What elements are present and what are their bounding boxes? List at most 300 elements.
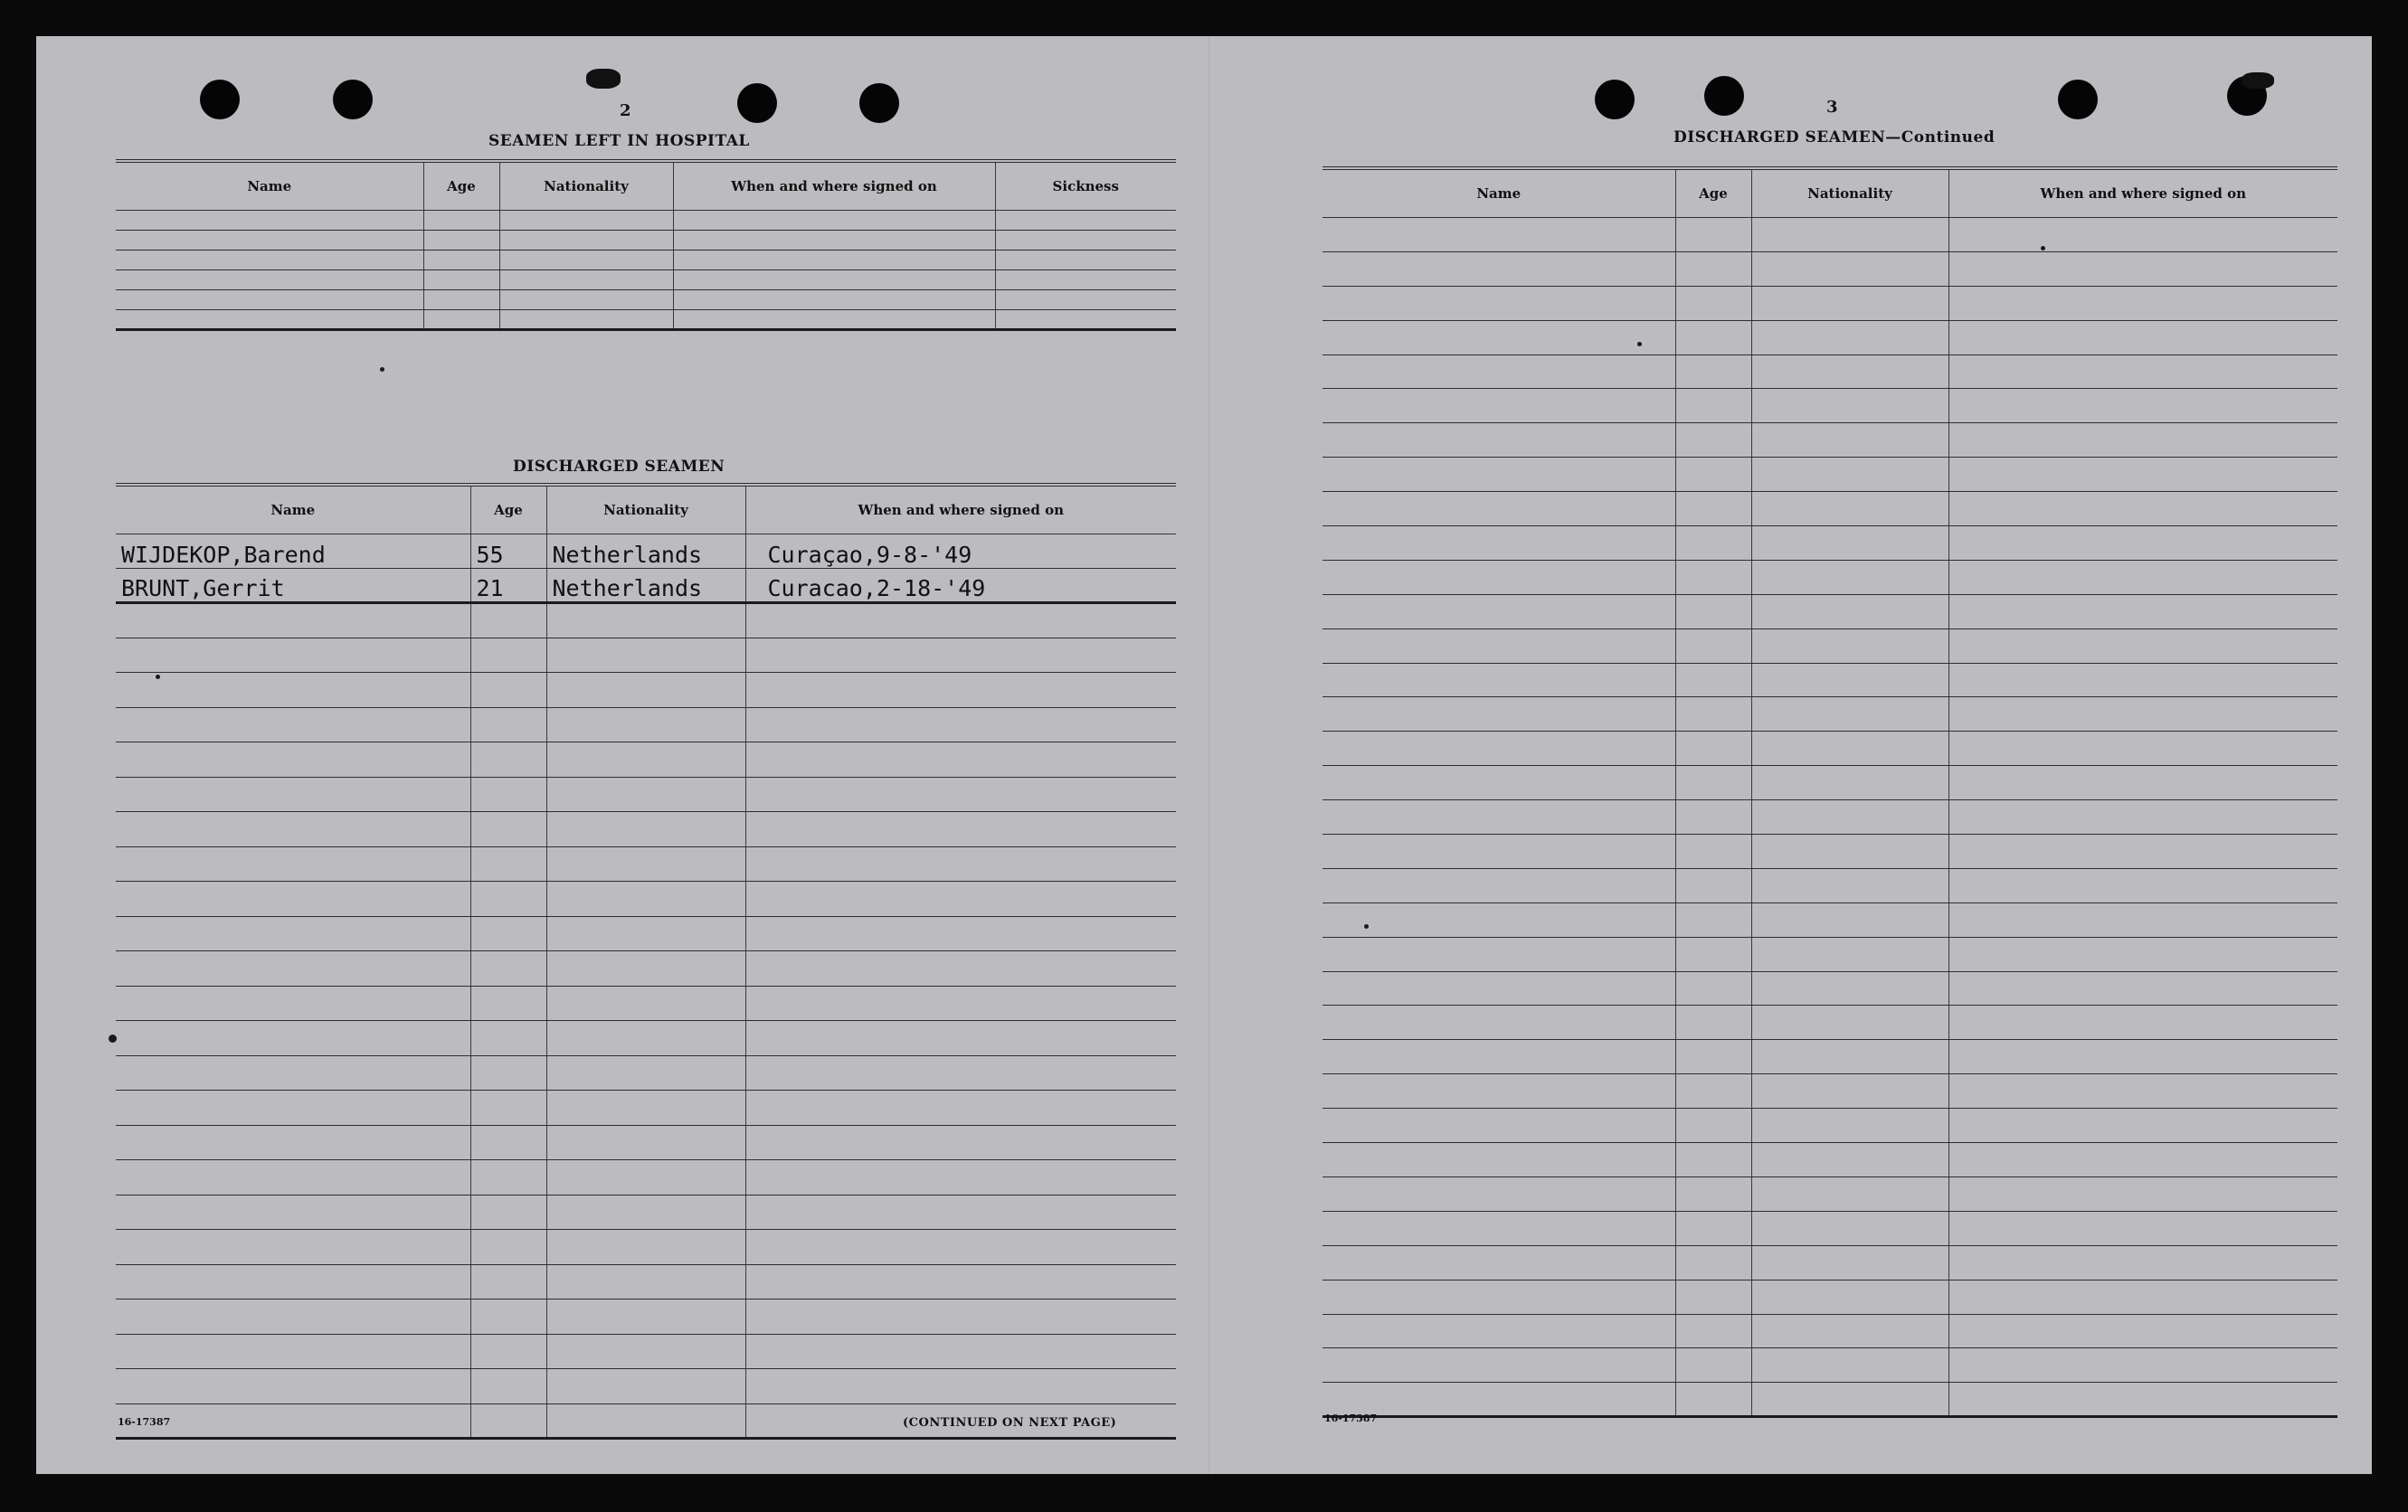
empty-cell <box>116 777 470 812</box>
empty-cell <box>1675 1348 1751 1383</box>
table-row <box>1323 937 2337 971</box>
empty-cell <box>1751 937 1948 971</box>
empty-cell <box>1948 423 2337 458</box>
table-row <box>1323 320 2337 354</box>
empty-cell <box>470 1230 546 1265</box>
empty-cell <box>1751 868 1948 902</box>
seaman-age: 21 <box>470 569 546 603</box>
empty-cell <box>546 951 745 987</box>
empty-cell <box>745 1091 1176 1126</box>
empty-cell <box>745 1195 1176 1230</box>
empty-cell <box>546 1055 745 1091</box>
empty-cell <box>1948 286 2337 320</box>
empty-cell <box>1675 1006 1751 1040</box>
table-row <box>1323 1006 2337 1040</box>
empty-cell <box>1675 1143 1751 1177</box>
table-row <box>1323 835 2337 869</box>
empty-cell <box>470 673 546 708</box>
empty-cell <box>1751 1348 1948 1383</box>
empty-cell <box>1948 835 2337 869</box>
empty-cell <box>116 1195 470 1230</box>
empty-cell <box>423 290 499 310</box>
empty-cell <box>470 986 546 1021</box>
table-row <box>1323 492 2337 526</box>
empty-cell <box>116 1334 470 1369</box>
continued-note: (CONTINUED ON NEXT PAGE) <box>903 1416 1117 1430</box>
empty-cell <box>423 250 499 270</box>
punch-hole <box>737 83 777 123</box>
empty-cell <box>1751 458 1948 492</box>
empty-cell <box>1323 1143 1675 1177</box>
empty-cell <box>1675 560 1751 594</box>
empty-cell <box>546 1160 745 1195</box>
table-row <box>116 270 1176 290</box>
empty-cell <box>995 231 1176 250</box>
empty-cell <box>745 1055 1176 1091</box>
empty-cell <box>116 1264 470 1299</box>
empty-cell <box>745 1021 1176 1056</box>
table-row <box>1323 1040 2337 1074</box>
seaman-nationality: Netherlands <box>546 569 745 603</box>
empty-cell <box>1675 1280 1751 1314</box>
empty-cell <box>470 742 546 778</box>
table-row <box>116 1021 1176 1056</box>
empty-cell <box>1948 902 2337 937</box>
empty-cell <box>1751 732 1948 766</box>
empty-cell <box>470 1160 546 1195</box>
table-row <box>116 986 1176 1021</box>
empty-cell <box>116 250 423 270</box>
empty-cell <box>116 742 470 778</box>
empty-cell <box>1323 1177 1675 1211</box>
empty-cell <box>1675 594 1751 628</box>
empty-cell <box>1675 732 1751 766</box>
table-row <box>116 1160 1176 1195</box>
table-row <box>116 951 1176 987</box>
column-header-nationality: Nationality <box>546 485 745 534</box>
discharged-continued-title: DISCHARGED SEAMEN—Continued <box>1673 128 1996 146</box>
empty-cell <box>1751 902 1948 937</box>
empty-cell <box>745 882 1176 917</box>
seaman-name: BRUNT,Gerrit <box>116 569 470 603</box>
empty-cell <box>116 916 470 951</box>
column-header-signed-on: When and where signed on <box>1948 168 2337 218</box>
empty-cell <box>1323 835 1675 869</box>
empty-cell <box>745 603 1176 638</box>
empty-cell <box>470 638 546 673</box>
empty-cell <box>1323 492 1675 526</box>
column-header-name: Name <box>116 485 470 534</box>
column-header-signed-on: When and where signed on <box>673 161 995 211</box>
empty-cell <box>1751 526 1948 561</box>
empty-cell <box>546 1334 745 1369</box>
empty-cell <box>995 290 1176 310</box>
empty-cell <box>546 777 745 812</box>
empty-cell <box>499 231 673 250</box>
empty-cell <box>995 211 1176 231</box>
table-row <box>1323 800 2337 835</box>
empty-cell <box>1675 286 1751 320</box>
empty-cell <box>1948 1006 2337 1040</box>
table-row <box>116 812 1176 847</box>
table-row <box>1323 594 2337 628</box>
empty-cell <box>745 1369 1176 1404</box>
form-number: 16-17387 <box>118 1416 171 1428</box>
empty-cell <box>116 1230 470 1265</box>
empty-cell <box>116 1091 470 1126</box>
empty-cell <box>1948 526 2337 561</box>
empty-cell <box>1323 971 1675 1006</box>
empty-cell <box>1751 1074 1948 1109</box>
empty-cell <box>116 673 470 708</box>
table-row <box>116 846 1176 882</box>
empty-cell <box>546 603 745 638</box>
empty-cell <box>546 1264 745 1299</box>
empty-cell <box>546 1195 745 1230</box>
empty-cell <box>1948 1383 2337 1417</box>
empty-cell <box>1948 971 2337 1006</box>
empty-cell <box>745 916 1176 951</box>
empty-cell <box>745 1299 1176 1335</box>
table-row <box>1323 1314 2337 1348</box>
empty-cell <box>1323 1245 1675 1280</box>
table-row <box>1323 1143 2337 1177</box>
empty-cell <box>1948 868 2337 902</box>
empty-cell <box>116 290 423 310</box>
empty-cell <box>423 270 499 290</box>
empty-cell <box>1948 1348 2337 1383</box>
empty-cell <box>116 707 470 742</box>
speck <box>380 367 384 372</box>
empty-cell <box>1675 766 1751 800</box>
empty-cell <box>546 1021 745 1056</box>
empty-cell <box>1751 1211 1948 1245</box>
table-row <box>1323 389 2337 423</box>
empty-cell <box>1675 628 1751 663</box>
empty-cell <box>470 812 546 847</box>
empty-cell <box>1751 697 1948 732</box>
empty-cell <box>1675 458 1751 492</box>
empty-cell <box>470 603 546 638</box>
table-row <box>116 1369 1176 1404</box>
empty-cell <box>470 1334 546 1369</box>
table-row <box>116 250 1176 270</box>
empty-cell <box>1948 1177 2337 1211</box>
empty-cell <box>116 1021 470 1056</box>
table-row <box>116 534 1176 569</box>
table-row <box>1323 628 2337 663</box>
column-header-age: Age <box>1675 168 1751 218</box>
empty-cell <box>116 603 470 638</box>
discharged-continued-table <box>1323 166 2337 1418</box>
empty-cell <box>745 673 1176 708</box>
empty-cell <box>745 1264 1176 1299</box>
empty-cell <box>995 310 1176 330</box>
table-row <box>116 916 1176 951</box>
table-row <box>1323 971 2337 1006</box>
empty-cell <box>499 290 673 310</box>
table-row <box>1323 732 2337 766</box>
empty-cell <box>1675 1074 1751 1109</box>
empty-cell <box>1948 697 2337 732</box>
table-row <box>116 707 1176 742</box>
empty-cell <box>1675 1245 1751 1280</box>
column-header-sickness: Sickness <box>995 161 1176 211</box>
empty-cell <box>1323 1314 1675 1348</box>
empty-cell <box>1948 766 2337 800</box>
empty-cell <box>1948 492 2337 526</box>
table-row <box>1323 1245 2337 1280</box>
empty-cell <box>995 250 1176 270</box>
empty-cell <box>1751 1245 1948 1280</box>
empty-cell <box>1675 1211 1751 1245</box>
empty-cell <box>1751 423 1948 458</box>
empty-cell <box>1948 1040 2337 1074</box>
table-row <box>1323 560 2337 594</box>
table-row <box>1323 286 2337 320</box>
empty-cell <box>116 1369 470 1404</box>
empty-cell <box>1675 835 1751 869</box>
document-sheet <box>36 36 2372 1474</box>
empty-cell <box>1675 320 1751 354</box>
empty-cell <box>499 211 673 231</box>
empty-cell <box>1948 1143 2337 1177</box>
empty-cell <box>745 742 1176 778</box>
empty-cell <box>1323 902 1675 937</box>
empty-cell <box>470 846 546 882</box>
seaman-name: WIJDEKOP,Barend <box>116 534 470 569</box>
ink-smudge <box>2242 72 2274 89</box>
empty-cell <box>1751 218 1948 252</box>
empty-cell <box>546 1299 745 1335</box>
empty-cell <box>673 290 995 310</box>
seaman-age: 55 <box>470 534 546 569</box>
empty-cell <box>1948 937 2337 971</box>
empty-cell <box>1948 732 2337 766</box>
empty-cell <box>1323 1074 1675 1109</box>
empty-cell <box>1323 937 1675 971</box>
empty-cell <box>1751 389 1948 423</box>
empty-cell <box>499 310 673 330</box>
empty-cell <box>116 846 470 882</box>
speck <box>156 675 160 679</box>
empty-cell <box>546 846 745 882</box>
empty-cell <box>1751 1109 1948 1143</box>
empty-cell <box>546 707 745 742</box>
left-page <box>36 36 1212 1474</box>
empty-cell <box>1675 492 1751 526</box>
table-row <box>116 882 1176 917</box>
form-number: 16-17387 <box>1324 1413 1378 1424</box>
empty-cell <box>745 1125 1176 1160</box>
table-row <box>116 290 1176 310</box>
table-row <box>116 777 1176 812</box>
table-row <box>116 1264 1176 1299</box>
hospital-section-title: SEAMEN LEFT IN HOSPITAL <box>488 132 750 150</box>
empty-cell <box>1323 697 1675 732</box>
empty-cell <box>546 1230 745 1265</box>
empty-cell <box>1323 732 1675 766</box>
table-row <box>1323 902 2337 937</box>
empty-cell <box>116 231 423 250</box>
empty-cell <box>745 707 1176 742</box>
table-row <box>116 569 1176 603</box>
empty-cell <box>1323 766 1675 800</box>
empty-cell <box>1948 800 2337 835</box>
empty-cell <box>1323 1006 1675 1040</box>
empty-cell <box>745 1230 1176 1265</box>
empty-cell <box>1675 663 1751 697</box>
empty-cell <box>1751 800 1948 835</box>
empty-cell <box>546 812 745 847</box>
table-row <box>1323 423 2337 458</box>
empty-cell <box>116 1299 470 1335</box>
table-row <box>116 742 1176 778</box>
page-number: 3 <box>1826 98 1838 117</box>
empty-cell <box>546 882 745 917</box>
ink-smudge <box>586 69 621 89</box>
empty-cell <box>470 1055 546 1091</box>
empty-cell <box>1751 971 1948 1006</box>
empty-cell <box>1751 594 1948 628</box>
empty-cell <box>116 986 470 1021</box>
table-row <box>116 1230 1176 1265</box>
empty-cell <box>1323 1211 1675 1245</box>
empty-cell <box>1948 218 2337 252</box>
empty-cell <box>1675 1177 1751 1211</box>
speck <box>109 1035 117 1043</box>
empty-cell <box>1323 354 1675 389</box>
empty-cell <box>1751 628 1948 663</box>
empty-cell <box>1323 218 1675 252</box>
page-number: 2 <box>620 101 631 120</box>
empty-cell <box>499 270 673 290</box>
seaman-nationality: Netherlands <box>546 534 745 569</box>
column-header-name: Name <box>116 161 423 211</box>
table-row <box>116 231 1176 250</box>
table-row <box>1323 697 2337 732</box>
empty-cell <box>1948 354 2337 389</box>
column-header-signed-on: When and where signed on <box>745 485 1176 534</box>
table-row <box>116 1334 1176 1369</box>
column-header-name: Name <box>1323 168 1675 218</box>
punch-hole <box>1704 76 1744 116</box>
empty-cell <box>1323 1109 1675 1143</box>
punch-hole <box>1595 80 1635 119</box>
empty-cell <box>1751 560 1948 594</box>
empty-cell <box>745 777 1176 812</box>
empty-cell <box>1751 1280 1948 1314</box>
column-header-nationality: Nationality <box>1751 168 1948 218</box>
empty-cell <box>1675 971 1751 1006</box>
punch-hole <box>859 83 899 123</box>
empty-cell <box>1675 902 1751 937</box>
empty-cell <box>1675 1040 1751 1074</box>
empty-cell <box>423 211 499 231</box>
table-row <box>116 638 1176 673</box>
empty-cell <box>470 1125 546 1160</box>
column-header-nationality: Nationality <box>499 161 673 211</box>
table-row <box>1323 1383 2337 1417</box>
empty-cell <box>1948 560 2337 594</box>
empty-cell <box>1323 594 1675 628</box>
punch-hole <box>200 80 240 119</box>
table-row <box>1323 663 2337 697</box>
empty-cell <box>470 882 546 917</box>
empty-cell <box>1323 458 1675 492</box>
table-row <box>1323 1074 2337 1109</box>
empty-cell <box>116 270 423 290</box>
empty-cell <box>1675 868 1751 902</box>
empty-cell <box>1751 766 1948 800</box>
table-row <box>1323 354 2337 389</box>
empty-cell <box>1675 251 1751 286</box>
discharged-table <box>116 483 1176 1440</box>
empty-cell <box>470 1403 546 1439</box>
seaman-signed-on: Curacao,2-18-'49 <box>745 569 1176 603</box>
empty-cell <box>470 1195 546 1230</box>
hospital-table <box>116 159 1176 331</box>
empty-cell <box>423 231 499 250</box>
empty-cell <box>1675 1314 1751 1348</box>
empty-cell <box>116 1055 470 1091</box>
empty-cell <box>116 1160 470 1195</box>
empty-cell <box>1751 354 1948 389</box>
empty-cell <box>116 882 470 917</box>
table-row <box>116 211 1176 231</box>
empty-cell <box>470 777 546 812</box>
empty-cell <box>745 951 1176 987</box>
table-row <box>116 1091 1176 1126</box>
empty-cell <box>1751 1177 1948 1211</box>
table-row <box>1323 1280 2337 1314</box>
empty-cell <box>546 916 745 951</box>
empty-cell <box>1675 354 1751 389</box>
empty-cell <box>1751 1006 1948 1040</box>
empty-cell <box>1948 1314 2337 1348</box>
empty-cell <box>1751 1143 1948 1177</box>
empty-cell <box>1323 1383 1675 1417</box>
empty-cell <box>1675 937 1751 971</box>
empty-cell <box>546 673 745 708</box>
table-row <box>1323 1348 2337 1383</box>
table-row <box>116 1195 1176 1230</box>
empty-cell <box>1751 835 1948 869</box>
table-row <box>1323 458 2337 492</box>
table-row <box>1323 251 2337 286</box>
empty-cell <box>1675 800 1751 835</box>
empty-cell <box>116 1125 470 1160</box>
empty-cell <box>1751 663 1948 697</box>
table-row <box>1323 766 2337 800</box>
table-row <box>1323 1109 2337 1143</box>
empty-cell <box>1323 286 1675 320</box>
empty-cell <box>745 986 1176 1021</box>
empty-cell <box>1948 628 2337 663</box>
empty-cell <box>1323 1348 1675 1383</box>
empty-cell <box>1323 251 1675 286</box>
punch-hole <box>333 80 373 119</box>
punch-hole <box>2058 80 2098 119</box>
empty-cell <box>1948 1109 2337 1143</box>
empty-cell <box>116 638 470 673</box>
empty-cell <box>116 211 423 231</box>
table-row <box>116 1125 1176 1160</box>
empty-cell <box>1675 526 1751 561</box>
empty-cell <box>1675 697 1751 732</box>
empty-cell <box>1751 320 1948 354</box>
column-header-age: Age <box>423 161 499 211</box>
